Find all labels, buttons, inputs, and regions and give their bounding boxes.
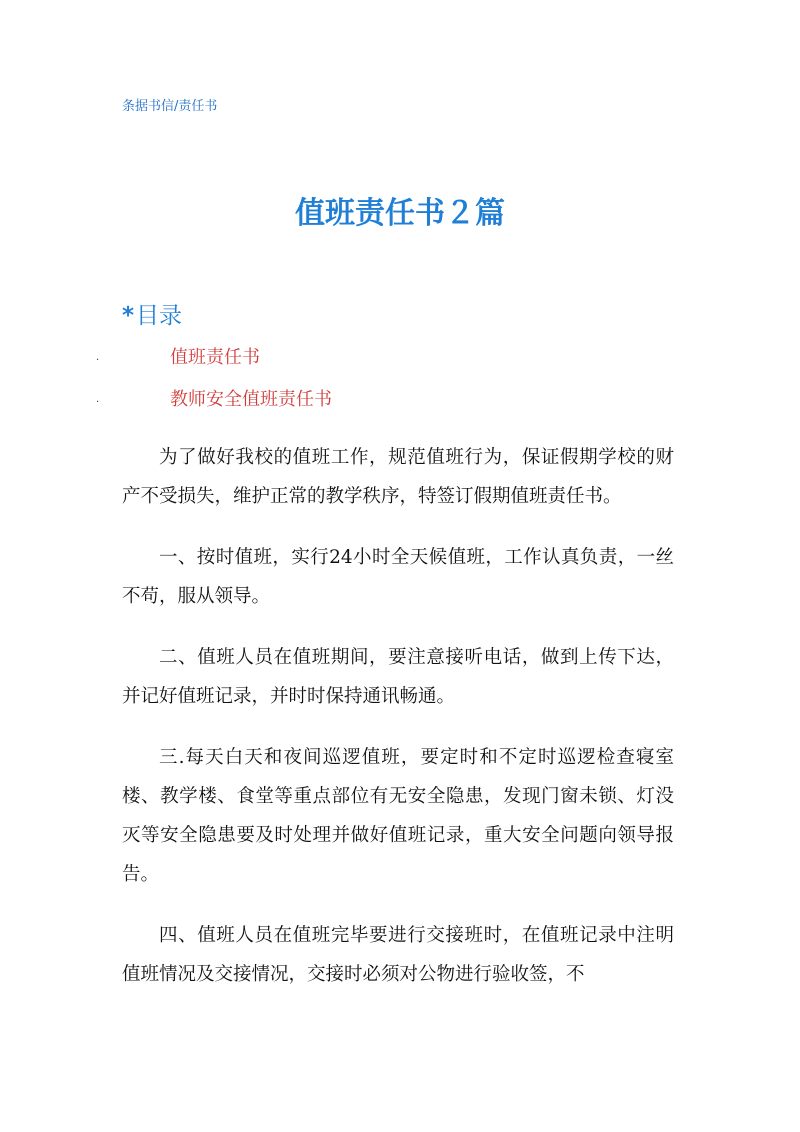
body-paragraph: 四、值班人员在值班完毕要进行交接班时，在值班记录中注明值班情况及交接情况，交接时必须对公物进行验收签，不: [122, 925, 674, 985]
toc-link-duty-letter[interactable]: 值班责任书: [170, 347, 260, 368]
toc-item[interactable]: [96, 386, 656, 416]
toc-heading-label: 目录: [136, 303, 183, 329]
toc-bullet: .: [96, 394, 100, 405]
toc-heading: [122, 298, 182, 334]
toc-item[interactable]: [96, 344, 656, 374]
breadcrumb[interactable]: 条据书信/责任书: [122, 99, 218, 114]
document-title: 值班责任书２篇: [295, 196, 505, 231]
toc-bullet: .: [96, 352, 100, 363]
body-paragraph: 为了做好我校的值班工作，规范值班行为，保证假期学校的财产不受损失，维护正常的教学秩序，特签订假期值班责任书。: [122, 447, 674, 507]
document-body: [122, 438, 674, 1016]
toc-link-teacher-safety-duty-letter[interactable]: 教师安全值班责任书: [170, 389, 332, 410]
body-paragraph: 三.每天白天和夜间巡逻值班，要定时和不定时巡逻检查寝室楼、教学楼、食堂等重点部位有无安全隐患，发现门窗未锁、灯没灭等安全隐患要及时处理并做好值班记录，重大安全问题向领导报告。: [122, 747, 674, 885]
body-paragraph: 一、按时值班，实行24小时全天候值班，工作认真负责，一丝不苟，服从领导。: [122, 547, 674, 607]
asterisk-icon: *: [122, 303, 135, 329]
body-paragraph: 二、值班人员在值班期间，要注意接听电话，做到上传下达，并记好值班记录，并时时保持通讯畅通。: [122, 647, 674, 707]
